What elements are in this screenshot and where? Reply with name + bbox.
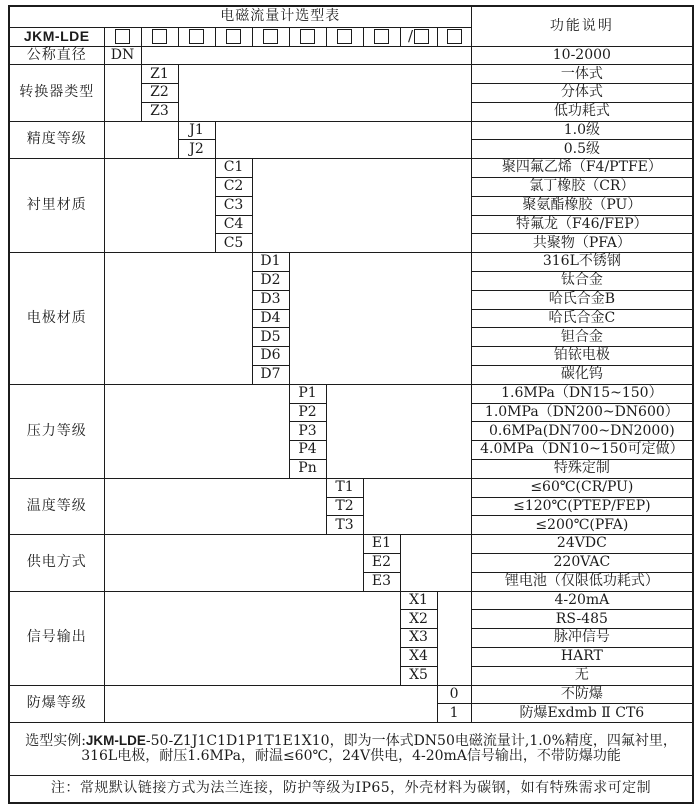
code-checkbox-cell-10 — [437, 27, 471, 46]
selection-table — [8, 5, 694, 804]
example-model: JKM-LDE — [85, 732, 146, 748]
checkbox-icon — [226, 29, 241, 44]
code-cell: J2 — [178, 140, 215, 159]
example-line1: -50-Z1J1C1D1P1T1E1X10，即为一体式DN50电磁流量计,1.0%精度，四氟衬里， — [145, 732, 677, 749]
desc-cell: 特氟龙（F46/FEP） — [471, 215, 693, 234]
code-checkbox-cell-3 — [178, 27, 215, 46]
empty-cell — [104, 253, 252, 385]
empty-cell — [363, 478, 471, 534]
empty-cell — [326, 384, 471, 478]
checkbox-icon — [263, 29, 278, 44]
empty-cell — [400, 535, 471, 591]
desc-cell: ≤60℃(CR/PU) — [471, 478, 693, 497]
code-cell: P4 — [289, 441, 326, 460]
code-cell: C3 — [215, 196, 252, 215]
code-cell: T2 — [326, 497, 363, 516]
empty-cell — [437, 591, 471, 685]
code-cell: Z1 — [141, 65, 178, 84]
checkbox-icon — [152, 29, 167, 44]
code-cell: D6 — [252, 347, 289, 366]
slash-separator: / — [407, 27, 414, 46]
desc-cell: 不防爆 — [471, 685, 693, 704]
category-pressure-grade: 压力等级 — [9, 384, 104, 478]
code-checkbox-cell-4 — [215, 27, 252, 46]
desc-cell: 哈氏合金B — [471, 290, 693, 309]
model-prefix: JKM-LDE — [9, 27, 104, 46]
code-cell: X3 — [400, 629, 437, 648]
code-cell: X4 — [400, 648, 437, 667]
desc-cell: ≤120℃(PTEP/FEP) — [471, 497, 693, 516]
category-lining-material: 衬里材质 — [9, 159, 104, 253]
example-prefix: 选型实例: — [25, 732, 86, 749]
code-cell: Pn — [289, 460, 326, 479]
desc-cell: 低功耗式 — [471, 102, 693, 121]
desc-cell: 10-2000 — [471, 46, 693, 65]
desc-cell: 氯丁橡胶（CR） — [471, 178, 693, 197]
code-cell: T3 — [326, 516, 363, 535]
empty-cell — [252, 159, 471, 253]
code-checkbox-cell-6 — [289, 27, 326, 46]
code-cell: E2 — [363, 554, 400, 573]
empty-cell — [104, 535, 363, 591]
code-cell: C1 — [215, 159, 252, 178]
category-power-supply: 供电方式 — [9, 535, 104, 591]
desc-cell: HART — [471, 648, 693, 667]
desc-cell: 4-20mA — [471, 591, 693, 610]
desc-cell: 0.6MPa(DN700~DN2000) — [471, 422, 693, 441]
desc-cell: 哈氏合金C — [471, 309, 693, 328]
selection-example — [9, 723, 693, 776]
code-cell: DN — [104, 46, 141, 65]
empty-cell — [178, 65, 471, 121]
code-cell: J1 — [178, 121, 215, 140]
desc-cell: 防爆Exdmb Ⅱ CT6 — [471, 704, 693, 723]
category-signal-output: 信号输出 — [9, 591, 104, 685]
code-cell: D7 — [252, 366, 289, 385]
code-checkbox-cell-8 — [363, 27, 400, 46]
code-checkbox-cell-7 — [326, 27, 363, 46]
desc-cell: 碳化钨 — [471, 366, 693, 385]
category-converter-type: 转换器类型 — [9, 65, 104, 121]
code-cell: X2 — [400, 610, 437, 629]
desc-cell: 钽合金 — [471, 328, 693, 347]
checkbox-icon — [115, 29, 130, 44]
code-cell: Z3 — [141, 102, 178, 121]
code-cell: D3 — [252, 290, 289, 309]
desc-cell: 4.0MPa（DN10~150可定做） — [471, 441, 693, 460]
code-cell: 1 — [437, 704, 471, 723]
empty-cell — [104, 121, 178, 159]
code-cell: D4 — [252, 309, 289, 328]
desc-cell: 0.5级 — [471, 140, 693, 159]
code-cell: D2 — [252, 272, 289, 291]
note: 注：常规默认链接方式为法兰连接，防护等级为IP65，外壳材料为碳钢，如有特殊需求可定制 — [9, 776, 693, 803]
desc-cell: 1.6MPa（DN15~150） — [471, 384, 693, 403]
code-cell: P2 — [289, 403, 326, 422]
code-cell: P3 — [289, 422, 326, 441]
code-cell: Z2 — [141, 84, 178, 103]
code-cell: C2 — [215, 178, 252, 197]
code-checkbox-cell-2 — [141, 27, 178, 46]
code-cell: T1 — [326, 478, 363, 497]
empty-cell — [141, 46, 471, 65]
desc-cell: 锂电池（仅限低功耗式） — [471, 572, 693, 591]
category-temperature-grade: 温度等级 — [9, 478, 104, 534]
desc-cell: 316L不锈钢 — [471, 253, 693, 272]
function-column-header: 功能说明 — [471, 6, 693, 46]
empty-cell — [104, 384, 289, 478]
category-accuracy-grade: 精度等级 — [9, 121, 104, 159]
desc-cell: 特殊定制 — [471, 460, 693, 479]
empty-cell — [104, 65, 141, 121]
desc-cell: 共聚物（PFA） — [471, 234, 693, 253]
desc-cell: RS-485 — [471, 610, 693, 629]
desc-cell: 脉冲信号 — [471, 629, 693, 648]
desc-cell: 1.0MPa（DN200~DN600） — [471, 403, 693, 422]
category-explosion-proof-grade: 防爆等级 — [9, 685, 104, 723]
code-checkbox-cell-9 — [400, 27, 437, 46]
desc-cell: 24VDC — [471, 535, 693, 554]
desc-cell: 1.0级 — [471, 121, 693, 140]
empty-cell — [104, 591, 400, 685]
category-electrode-material: 电极材质 — [9, 253, 104, 385]
checkbox-icon — [447, 29, 462, 44]
empty-cell — [104, 159, 215, 253]
desc-cell: 铂铱电极 — [471, 347, 693, 366]
code-cell: D1 — [252, 253, 289, 272]
code-cell: D5 — [252, 328, 289, 347]
category-nominal-diameter: 公称直径 — [9, 46, 104, 65]
code-checkbox-cell-1 — [104, 27, 141, 46]
empty-cell — [104, 685, 437, 723]
code-cell: E1 — [363, 535, 400, 554]
example-line2: 316L电极，耐压1.6MPa，耐温≤60℃，24V供电，4-20mA信号输出，不带防爆功能 — [81, 748, 621, 765]
code-cell: X1 — [400, 591, 437, 610]
checkbox-icon — [300, 29, 315, 44]
code-cell: X5 — [400, 666, 437, 685]
desc-cell: 一体式 — [471, 65, 693, 84]
desc-cell: 220VAC — [471, 554, 693, 573]
desc-cell: 钛合金 — [471, 272, 693, 291]
code-checkbox-cell-5 — [252, 27, 289, 46]
desc-cell: ≤200℃(PFA) — [471, 516, 693, 535]
code-cell: C5 — [215, 234, 252, 253]
code-cell: P1 — [289, 384, 326, 403]
empty-cell — [104, 478, 326, 534]
empty-cell — [215, 121, 471, 159]
checkbox-icon — [374, 29, 389, 44]
code-cell: C4 — [215, 215, 252, 234]
checkbox-icon — [189, 29, 204, 44]
desc-cell: 聚氨酯橡胶（PU） — [471, 196, 693, 215]
checkbox-icon — [337, 29, 352, 44]
code-cell: 0 — [437, 685, 471, 704]
checkbox-icon — [414, 29, 429, 44]
desc-cell: 分体式 — [471, 84, 693, 103]
table-title: 电磁流量计选型表 — [9, 6, 471, 27]
empty-cell — [289, 253, 471, 385]
desc-cell: 无 — [471, 666, 693, 685]
desc-cell: 聚四氟乙烯（F4/PTFE） — [471, 159, 693, 178]
code-cell: E3 — [363, 572, 400, 591]
